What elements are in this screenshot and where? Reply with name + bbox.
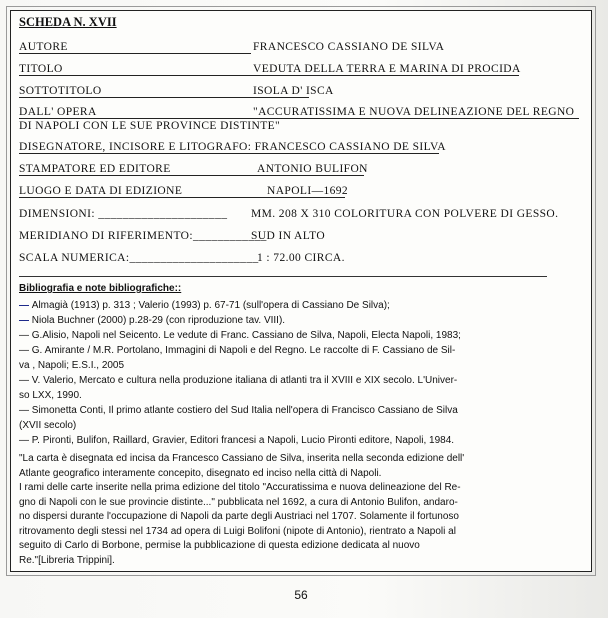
field-sottotitolo: [19, 85, 583, 97]
bullet-dash: —: [19, 345, 32, 356]
field-opera-continued: [19, 120, 583, 132]
quote-line: Atlante geografico interamente concepito, disegnato ed inciso nella città di Napoli.: [19, 467, 382, 479]
bullet-dash: —: [19, 300, 32, 311]
stampatore-value: ANTONIO BULIFON: [257, 163, 368, 175]
bibliography-text: Niola Buchner (2000) p.28-29 (con riproduzione tav. VIII).: [31, 315, 286, 326]
bibliography-item: [19, 358, 574, 373]
quote-line: seguito di Carlo di Borbone, permise la pubblicazione di questa edizione dedicata al nuovo: [19, 540, 420, 551]
quote-note: [19, 452, 579, 568]
bibliography-text: G.Alisio, Napoli nel Seicento. Le vedute di Franc. Cassiano de Silva, Napoli, Electa Napoli, 1983;: [31, 330, 461, 341]
bibliography-item: [19, 373, 574, 388]
scala-label: SCALA NUMERICA:_____________________: [19, 252, 259, 264]
bibliography-item: [19, 313, 574, 328]
field-disegnatore: [19, 141, 583, 153]
opera-label: DALL' OPERA: [19, 106, 97, 118]
underline: [19, 153, 439, 154]
autore-value: FRANCESCO CASSIANO DE SILVA: [253, 41, 445, 53]
field-stampatore: [19, 163, 583, 175]
opera-value: "ACCURATISSIMA E NUOVA DELINEAZIONE DEL REGNO: [253, 106, 575, 118]
meridiano-label: MERIDIANO DI RIFERIMENTO:____________: [19, 230, 267, 242]
underline: [19, 197, 345, 198]
quote-line: "La carta è disegnata ed incisa da Francesco Cassiano de Silva, inserita nella seconda edizione dell': [19, 453, 465, 464]
field-autore: [19, 41, 583, 53]
dimensioni-value: MM. 208 X 310 COLORITURA CON POLVERE DI GESSO.: [251, 208, 559, 220]
bullet-dash: —: [19, 375, 32, 386]
bibliography-text: Almagià (1913) p. 313 ; Valerio (1993) p. 67-71 (sull'opera di Cassiano De Silva);: [31, 300, 390, 311]
bibliography-item: [19, 328, 574, 343]
meridiano-value: SUD IN ALTO: [251, 230, 326, 242]
underline: [19, 175, 364, 176]
bibliography-title: Bibliografia e note bibliografiche::: [19, 283, 182, 294]
page-number: 56: [294, 588, 308, 602]
field-meridiano: [19, 230, 583, 242]
bullet-dash: —: [19, 330, 32, 341]
bibliography-text: (XVII secolo): [19, 420, 77, 431]
luogo-value: NAPOLI—1692: [267, 185, 349, 197]
field-opera: [19, 106, 583, 118]
field-scala: [19, 252, 583, 264]
bullet-dash: —: [19, 315, 32, 326]
bibliography-list: [19, 298, 574, 448]
quote-line: ritrovamento degli stessi nel 1734 ad opera di Luigi Bolifoni (nipote di Antonio), rientrato a Napoli al: [19, 525, 456, 537]
bullet-dash: —: [19, 405, 32, 416]
field-dimensioni: [19, 208, 583, 220]
field-titolo: [19, 63, 583, 75]
disegnatore-text: DISEGNATORE, INCISORE E LITOGRAFO: FRANCESCO CASSIANO DE SILVA: [19, 141, 446, 153]
bibliography-text: so LXX, 1990.: [19, 390, 82, 401]
bullet-dash: —: [19, 435, 32, 446]
bibliography-text: G. Amirante / M.R. Portolano, Immagini di Napoli e del Regno. Le raccolte di F. Cassiano de Sil-: [31, 345, 456, 356]
field-luogo: [19, 185, 583, 197]
underline: [19, 53, 251, 54]
bibliography-item: [19, 388, 574, 403]
titolo-value: VEDUTA DELLA TERRA E MARINA DI PROCIDA: [253, 63, 521, 75]
quote-line: gno di Napoli con le sue provincie distinte..." pubblicata nel 1692, a cura di Antonio Bulifon, andaro-: [19, 496, 458, 508]
bibliography-item: [19, 418, 574, 433]
quote-line: no dispersi durante l'occupazione di Napoli da parte degli Austriaci nel 1707. Solamente il fortunoso: [19, 511, 459, 522]
bibliography-text: va , Napoli; E.S.I., 2005: [19, 360, 125, 371]
sottotitolo-value: ISOLA D' ISCA: [253, 85, 334, 97]
scala-value: 1 : 72.00 CIRCA.: [257, 252, 345, 264]
sottotitolo-label: SOTTOTITOLO: [19, 85, 102, 97]
section-divider: [19, 276, 547, 277]
stampatore-label: STAMPATORE ED EDITORE: [19, 163, 171, 175]
autore-label: AUTORE: [19, 41, 68, 53]
sheet-number: SCHEDA N. XVII: [19, 15, 117, 29]
luogo-label: LUOGO E DATA DI EDIZIONE: [19, 185, 183, 197]
bibliography-item: [19, 433, 574, 448]
bibliography-text: P. Pironti, Bulifon, Raillard, Gravier, Editori francesi a Napoli, Lucio Pironti editore, Napoli, 1984.: [31, 435, 455, 446]
catalog-sheet: [10, 10, 592, 602]
titolo-label: TITOLO: [19, 63, 63, 75]
bibliography-item: [19, 298, 574, 313]
bibliography-item: [19, 403, 574, 418]
bibliography-text: Simonetta Conti, Il primo atlante costiero del Sud Italia nell'opera di Francisco Cassiano de Silva: [31, 405, 458, 416]
underline: [19, 75, 519, 76]
underline: [19, 118, 579, 119]
quote-line: Re."[Libreria Trippini].: [19, 554, 115, 566]
bibliography-item: [19, 343, 574, 358]
bibliography-text: V. Valerio, Mercato e cultura nella produzione italiana di atlanti tra il XVIII e XIX secolo. L'Univer-: [31, 375, 458, 386]
quote-line: I rami delle carte inserite nella prima edizione del titolo "Accuratissima e nuova delineazione del Re-: [19, 482, 461, 493]
underline: [19, 97, 309, 98]
opera-value-2: DI NAPOLI CON LE SUE PROVINCE DISTINTE": [19, 120, 281, 132]
dimensioni-label: DIMENSIONI: _____________________: [19, 208, 228, 220]
